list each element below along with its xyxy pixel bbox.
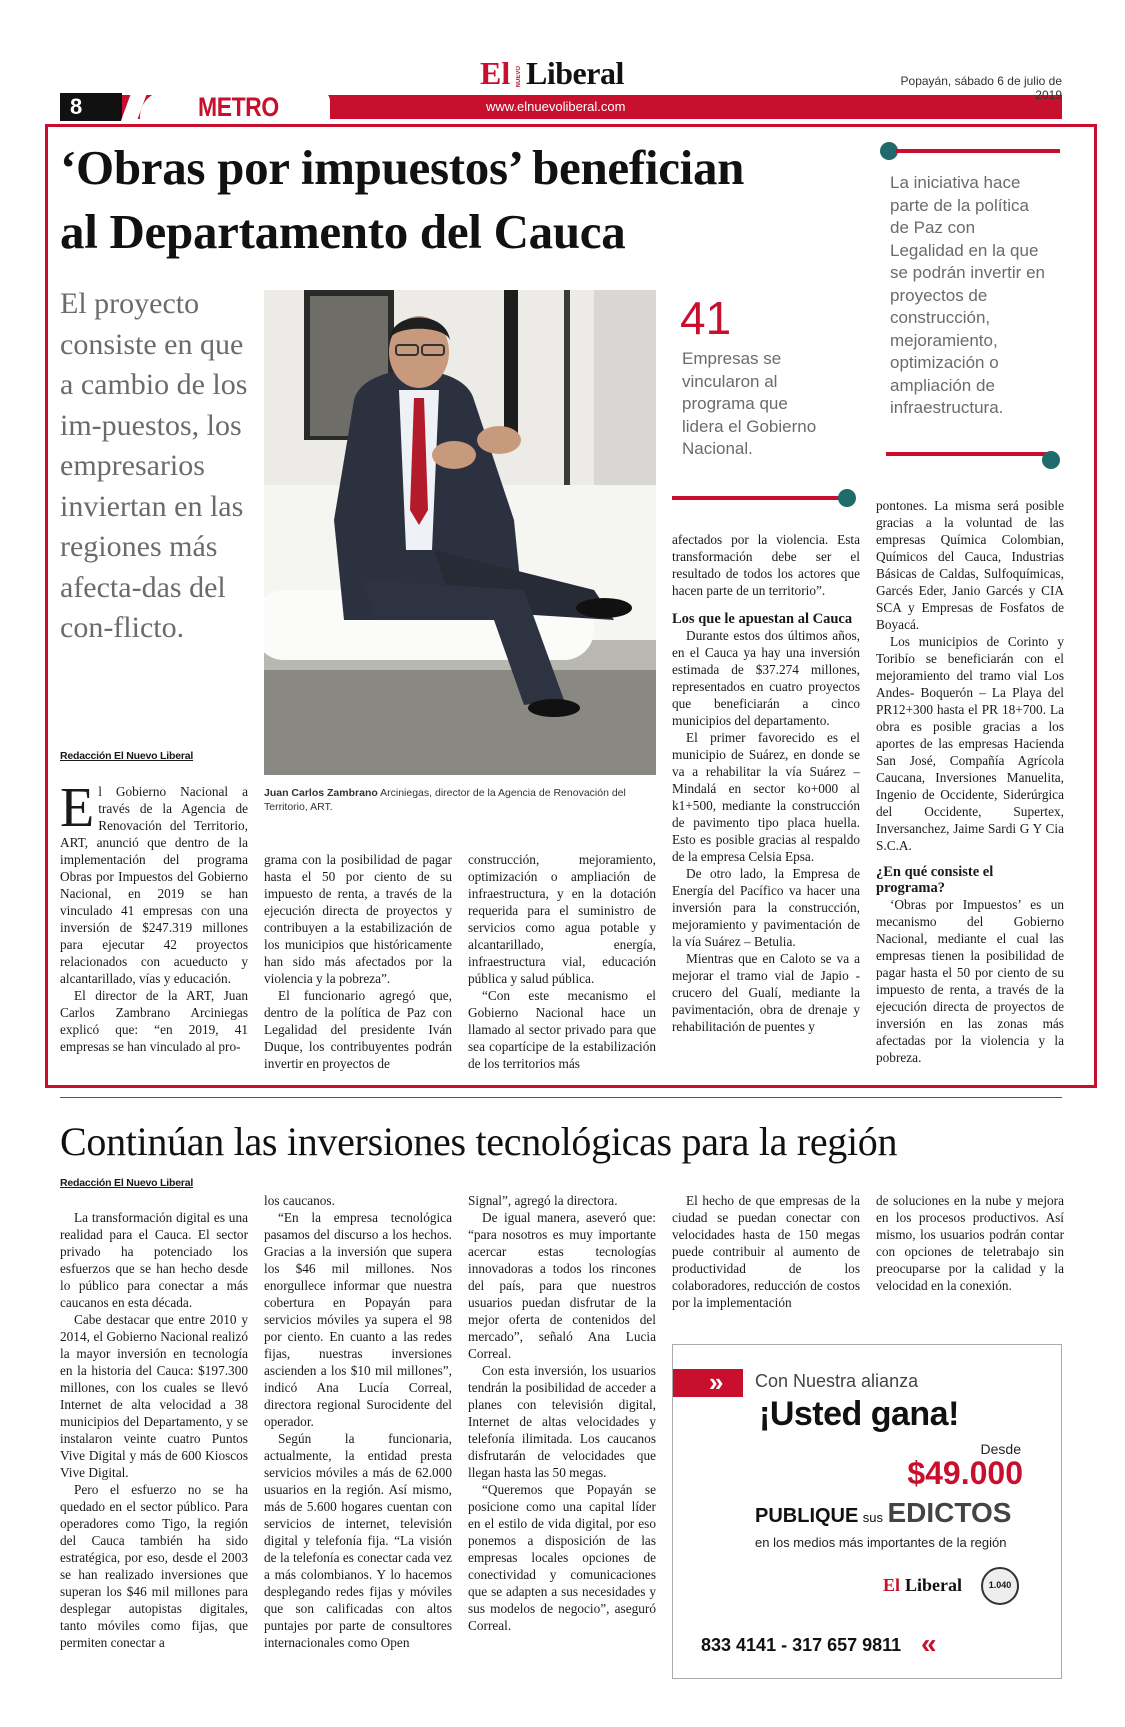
- caption-name: Juan Carlos Zambrano: [264, 787, 378, 799]
- article-2-col-3-p3: Con esta inversión, los usuarios tendrán la posibilidad de acceder a planes con televisión digital, Internet de altas velocidades y telefonía ilimitada. Los caucanos disfrutarán de velocidades que llegan hasta las 50 megas.: [468, 1363, 656, 1480]
- pull-quote: La iniciativa hace parte de la política de Paz con Legalidad en la que se podrán invertir en proyectos de construcción, mejoramiento, optimización o ampliación de infraestructura.: [890, 173, 1045, 417]
- edictos-ad[interactable]: [672, 1344, 1062, 1679]
- article-2-col-1-p3: Pero el esfuerzo no se ha quedado en el sector público. Para operadores como Tigo, la región del Cauca también ha sido estratégica, por eso, desde el 2003 se han realizado inversiones que superan los $46 mil millones para desplegar autopistas digitales, tanto móviles como fijas, que permiten conectar a: [60, 1482, 248, 1650]
- article-2-col-4: [672, 1192, 860, 1311]
- article-2-col-1-p1: La transformación digital es una realidad para el Cauca. El sector privado ha potenciado los esfuerzos que se han hecho desde lo público para conectar a más caucanos en esta década.: [60, 1210, 248, 1310]
- article-1-col-4-p3: El primer favorecido es el municipio de Suárez, en donde se va a rehabilitar la vía Suárez – Mindalá en sector ko+000 al k1+500, mediante la construcción de pavimento tipo placa huella. Esto es posible gracias al respaldo de la empresa Celsia Epsa.: [672, 730, 860, 864]
- photo-illustration: [264, 290, 656, 775]
- ad-publique-line: [755, 1497, 1011, 1529]
- article-1-col-1-p2: El director de la ART, Juan Carlos Zambrano Arciniegas explicó que: “en 2019, 41 empresas se han vinculado al pro-: [60, 988, 248, 1054]
- radio-freq: 1.040: [988, 1580, 1012, 1590]
- caption-rest: Arciniegas, director de la Agencia de Renovación del Territorio, ART.: [264, 787, 626, 813]
- article-2-col-5-p1: de soluciones en la nube y mejora en los procesos productivos. Así mismo, los usuarios podrán contar con opciones de teletrabajo sin preocuparse por la calidad y la velocidad en la conexión.: [876, 1193, 1064, 1293]
- article-2-col-3-p1: Signal”, agregó la directora.: [468, 1193, 618, 1208]
- article-1-title: [60, 136, 850, 264]
- article-1-col-4-p5: Mientras que en Caloto se va a mejorar el tramo vial de Japio - crucero del Gualí, mediante la pavimentación, obra de drenaje y rehabilitación de puentes y: [672, 951, 860, 1034]
- quote-dot-bottom: [1042, 451, 1060, 469]
- article-1-subhead-1: Los que le apuestan al Cauca: [672, 611, 853, 627]
- article-2-col-2-p1: los caucanos.: [264, 1193, 335, 1208]
- logo-nuevo: NUEVO: [516, 66, 522, 88]
- article-2-col-3-p2: De igual manera, aseveró que: “para nosotros es muy importante acercar estas tecnologías innovadoras a todos los rincones del país, para que nuestros usuarios puedan disfrutar de la mejor oferta de contenidos del mercado”, señaló Ana Lucia Correal.: [468, 1210, 656, 1361]
- stat-text: Empresas se vincularon al programa que lidera el Gobierno Nacional.: [682, 349, 817, 458]
- ad-chevrons-left-icon: «: [921, 1628, 937, 1659]
- article-1-col-3: [468, 851, 656, 1072]
- logo-liberal: Liberal: [526, 55, 624, 91]
- article-1-col-1-p1: El Gobierno Nacional a través de la Agencia de Renovación del Territorio, ART, anunció que dentro de la implementación del programa Obras por Impuestos del Gobierno Nacional, en 2019 se han vinculado 41 empresas con una inversión de $247.319 millones para ejecutar 42 proyectos relacionados con acueducto y alcantarillado, vías y educación.: [60, 777, 248, 986]
- ad-logo: [883, 1567, 1023, 1607]
- ad-red-arrow-bar: [673, 1369, 743, 1397]
- article-1-photo-caption: [264, 786, 634, 814]
- article-1-col-4-p2: Durante estos dos últimos años, en el Cauca ya hay una inversión estimada de $37.274 millones, representados en cuatro proyectos que beneficiarán a cinco municipios del departamento.: [672, 628, 860, 728]
- stat-dot: [838, 489, 856, 507]
- ad-price: $49.000: [907, 1455, 1023, 1491]
- article-1-col-1: [60, 777, 248, 1055]
- ad-phones[interactable]: 833 4141 - 317 657 9811: [701, 1635, 902, 1655]
- ad-chevrons-right-icon: »: [709, 1367, 724, 1397]
- ad-desde: Desde: [980, 1441, 1021, 1457]
- article-1-photo: [264, 290, 656, 775]
- logo-el: El: [480, 55, 511, 91]
- article-1-col-5-p1: pontones. La misma será posible gracias a la voluntad de las empresas Química Colombian, Químicos del Cauca, Industrias Básicas de Caldas, Sulfoquímicas, Garcés Eder, Janio Garcés y CIA SCA y Empresas de Fosfatos de Boyacá.: [876, 498, 1064, 632]
- article-1-title-line2: al Departamento del Cauca: [60, 204, 626, 259]
- ad-logo-el: El: [883, 1575, 901, 1595]
- ad-sub: en los medios más importantes de la región: [755, 1535, 1007, 1550]
- stat-rule: [672, 496, 842, 500]
- article-2-credit: Redacción El Nuevo Liberal: [60, 1177, 194, 1189]
- dropcap: E: [60, 777, 95, 839]
- masthead: [0, 0, 1125, 125]
- article-1-deck: El proyecto consiste en que a cambio de los im-puestos, los empresarios inviertan en las regiones más afecta-das del con-flicto.: [60, 287, 248, 644]
- article-1-col-5-p3: ‘Obras por Impuestos’ es un mecanismo del Gobierno Nacional, mediante el cual las empresas tienen la posibilidad de pagar hasta el 50 por ciento de su impuesto de renta, a través de la ejecución directa de proyectos de inversión en las zonas más afectadas por la violencia y la pobreza.: [876, 897, 1064, 1065]
- article-1-col-2-p1: grama con la posibilidad de pagar hasta el 50 por ciento de su impuesto de renta, a través de la ejecución directa de proyectos y contribuyen a la estabilización de los municipios que históricamente han sido más afectados por la violencia y la pobreza”.: [264, 852, 452, 986]
- section-label: METRO: [198, 92, 279, 122]
- quote-rule-top: [896, 149, 1060, 153]
- article-1-col-2-p2: El funcionario agregó que, dentro de la política de Paz con Legalidad del presidente Iván Duque, los contribuyentes podrán invertir en proyectos de: [264, 988, 452, 1071]
- article-1-col-3-p2: “Con este mecanismo el Gobierno Nacional hace un llamado al sector privado para que sea copartícipe de la estabilización de los territorios más: [468, 988, 656, 1071]
- article-2-col-2: [264, 1192, 452, 1651]
- article-1-col-4-p1: afectados por la violencia. Esta transformación debe ser el resultado de todos los actores que hacen parte de un territorio”.: [672, 532, 860, 598]
- article-1-col-5: [876, 497, 1064, 1066]
- article-2-col-1-p2: Cabe destacar que entre 2010 y 2014, el Gobierno Nacional realizó la mayor inversión en tecnología en la historia del Cauca: $197.300 millones, con los cuales se llevó Internet de alta velocidad a 38 municipios del Departamento, y se instalaron veinte cuatro Puntos Vive Digital y más de 600 Kioscos Vive Digital.: [60, 1312, 248, 1480]
- article-2-col-3: [468, 1192, 656, 1634]
- ad-headline: ¡Usted gana!: [759, 1395, 959, 1433]
- article-1-col-4: [672, 531, 860, 1035]
- article-1-credit: Redacción El Nuevo Liberal: [60, 750, 194, 762]
- article-2-title: Continúan las inversiones tecnológicas para la región: [60, 1119, 898, 1164]
- section-divider: [60, 1097, 1062, 1098]
- ad-publique: PUBLIQUE: [755, 1505, 859, 1527]
- article-1-col-2: [264, 851, 452, 1072]
- article-1-col-4-p4: De otro lado, la Empresa de Energía del Pacífico va hacer una inversión para la construcción, mejoramiento y pavimentación de la vía Suárez – Betulia.: [672, 866, 860, 949]
- ad-edictos: EDICTOS: [887, 1497, 1012, 1528]
- stat-number: 41: [680, 292, 732, 344]
- article-2-col-2-p2: “En la empresa tecnológica pasamos del discurso a los hechos. Gracias a la inversión que supera los $46 mil millones. Nos enorgullece informar que nuestra cobertura en Popayán para servicios móviles ya supera el 98 por ciento. En cuanto a las redes fijas, nuestras inversiones ascienden a los $10 mil millones”, indicó Ana Lucía Correal, directora regional Surocidente del operador.: [264, 1210, 452, 1429]
- ad-logo-liberal: Liberal: [905, 1575, 962, 1595]
- article-2-col-3-p4: “Queremos que Popayán se posicione como una capital líder en el estilo de vida digital, por eso ponemos a disposición de las empresas locales opciones de conectividad y comunicaciones que se adapten a sus necesidades y sus modelos de negocio”, aseguró Correal.: [468, 1482, 656, 1633]
- article-2-col-5: [876, 1192, 1064, 1294]
- page-number: 8: [70, 94, 83, 119]
- article-1-col-5-p2: Los municipios de Corinto y Toribío se beneficiarán con el mejoramiento del tramo vial Los Andes- Boquerón – La Playa del PR12+300 hasta el PR 18+700. La obra es posible gracias a los aportes de las empresas Hacienda San José, Compañía Agrícola Caucana, Inversiones Manuelita, Ingenio de Occidente, Siderúrgica del Occidente, Supertex, Inversanchez, Jaime Sardi G Y Cia S.C.A.: [876, 634, 1064, 853]
- article-1-title-line1: ‘Obras por impuestos’ benefician: [60, 140, 745, 195]
- ad-line1: Con Nuestra alianza: [755, 1371, 919, 1391]
- website-url[interactable]: www.elnuevoliberal.com: [486, 99, 626, 114]
- article-1-col-3-p1: construcción, mejoramiento, optimización o ampliación de infraestructura, y en la dotación requerida para el suministro de servicios como agua potable y alcantarillado, energía, infraestructura vial, educación pública y salud pública.: [468, 852, 656, 986]
- ad-sus: sus: [862, 1510, 884, 1525]
- article-2-col-1: [60, 1209, 248, 1651]
- radio-badge-icon: [981, 1567, 1019, 1605]
- article-2-col-4-p1: El hecho de que empresas de la ciudad se puedan conectar con velocidades hasta de 150 megas puede contribuir al aumento de productividad de los colaboradores, reducción de costos por la implementación: [672, 1193, 860, 1310]
- ad-red-arrow-bar-bottom: [921, 1633, 1061, 1659]
- article-2-col-2-p3: Según la funcionaria, actualmente, la entidad presta servicios móviles a más de 62.000 usuarios en la región. Así mismo, más de 5.600 hogares cuentan con servicios de internet, televisión digital y telefonía fija. “La visión de la telefonía es conectar cada vez a más colombianos. Y lo hacemos desplegando redes fijas y móviles que son calificadas con altos puntajes por parte de consultores internacionales como Open: [264, 1431, 452, 1650]
- quote-rule-bottom: [886, 452, 1050, 456]
- dateline: Popayán, sábado 6 de julio de 2019: [900, 74, 1062, 102]
- article-1-subhead-2: ¿En qué consiste el programa?: [876, 864, 994, 896]
